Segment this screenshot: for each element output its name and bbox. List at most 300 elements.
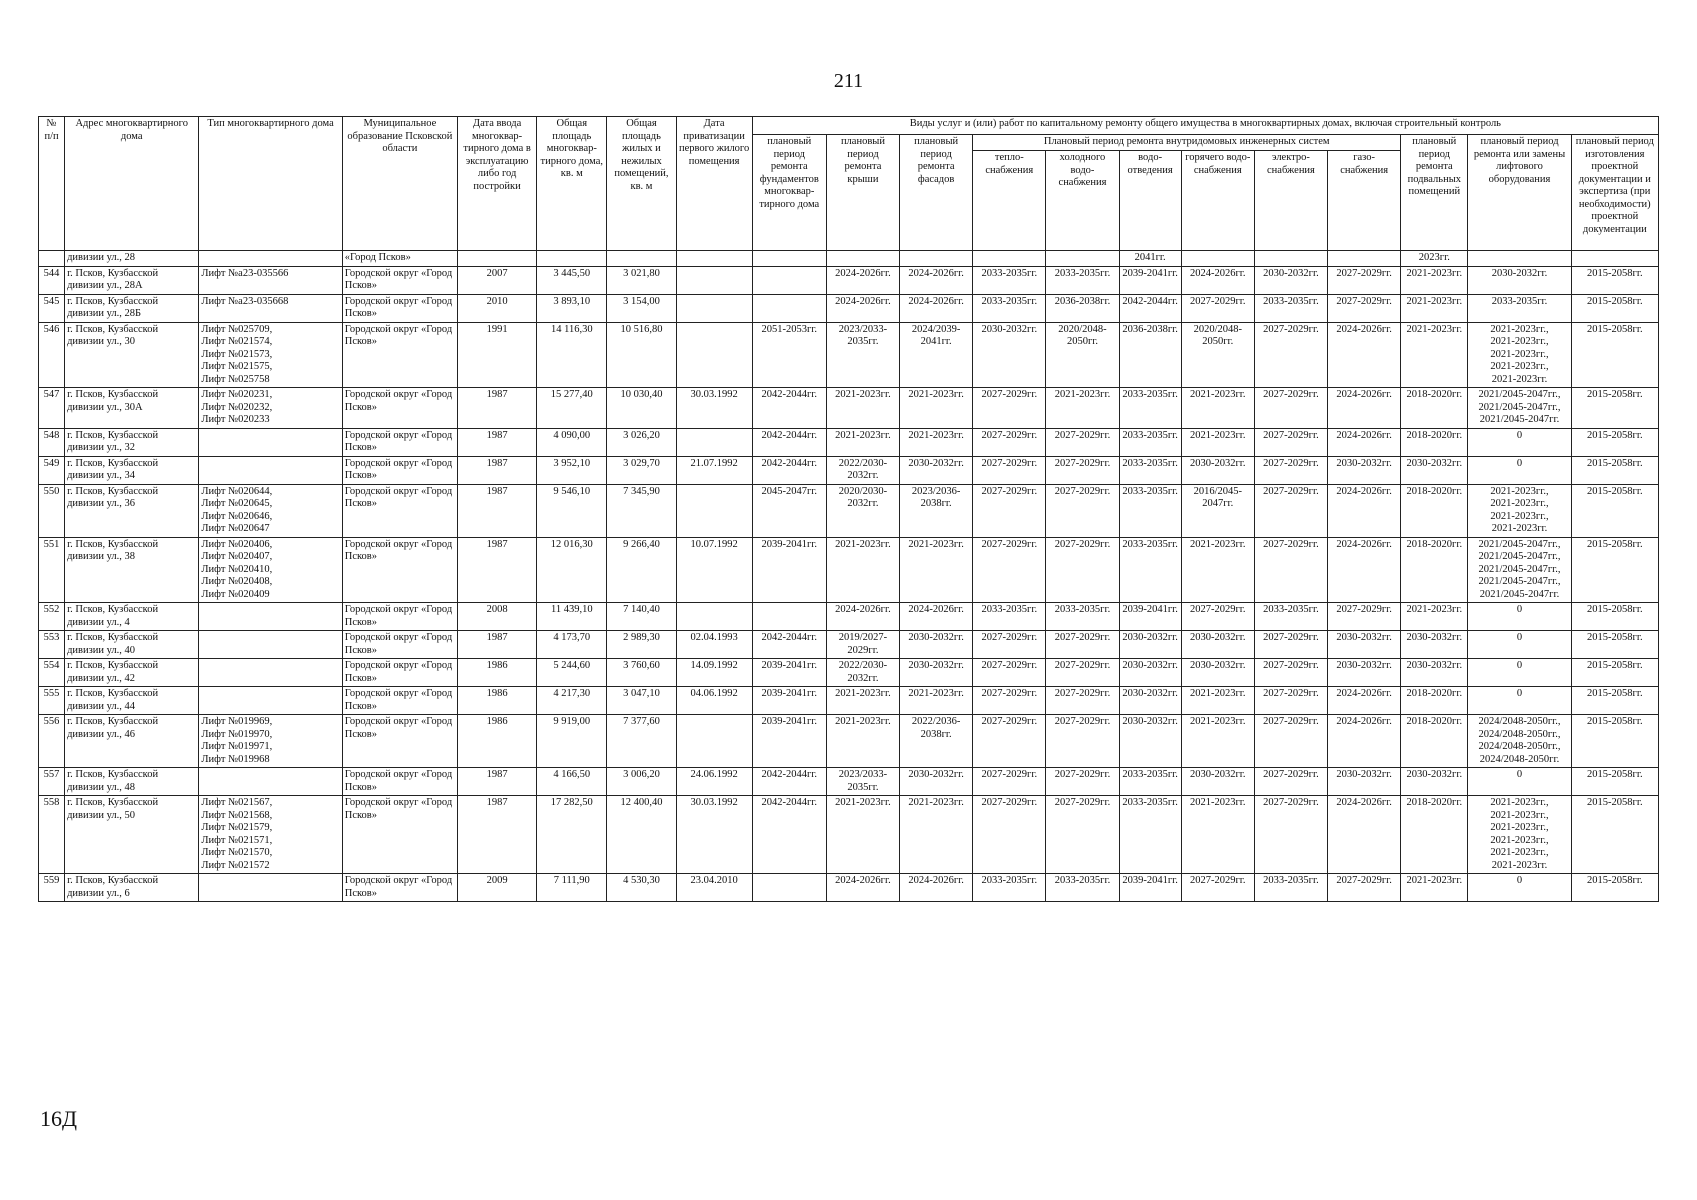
table-row xyxy=(39,659,1659,687)
cell-cold-water: 2027-2029гг. xyxy=(1046,631,1119,659)
cell-facade: 2021-2023гг. xyxy=(900,388,973,429)
cell-cold-water: 2027-2029гг. xyxy=(1046,768,1119,796)
cell-basement: 2018-2020гг. xyxy=(1401,537,1468,603)
cell-gas: 2030-2032гг. xyxy=(1328,659,1401,687)
cell-electric: 2027-2029гг. xyxy=(1254,428,1327,456)
cell-hot-water: 2021-2023гг. xyxy=(1181,388,1254,429)
cell-drainage: 2033-2035гг. xyxy=(1119,428,1181,456)
cell-facade: 2021-2023гг. xyxy=(900,537,973,603)
cell-elevator: 2021/2045-2047гг., 2021/2045-2047гг., 2021/2045-2047гг., 2021/2045-2047гг., 2021/2045-2047гг. xyxy=(1468,537,1571,603)
cell-roof: 2021-2023гг. xyxy=(826,428,899,456)
cell-heat: 2030-2032гг. xyxy=(973,322,1046,388)
cell-basement: 2021-2023гг. xyxy=(1401,874,1468,902)
cell-hot-water: 2027-2029гг. xyxy=(1181,603,1254,631)
cell-electric: 2027-2029гг. xyxy=(1254,537,1327,603)
cell-drainage: 2033-2035гг. xyxy=(1119,796,1181,874)
cell-commission xyxy=(458,251,537,267)
cell-total-area: 11 439,10 xyxy=(537,603,607,631)
header-heat: тепло-снабжения xyxy=(973,151,1046,251)
cell-address: г. Псков, Кузбасской дивизии ул., 40 xyxy=(65,631,199,659)
cell-commission: 1987 xyxy=(458,768,537,796)
cell-commission: 1986 xyxy=(458,687,537,715)
cell-cold-water: 2020/2048-2050гг. xyxy=(1046,322,1119,388)
cell-elevator: 2024/2048-2050гг., 2024/2048-2050гг., 2024/2048-2050гг., 2024/2048-2050гг. xyxy=(1468,715,1571,768)
cell-drainage: 2042-2044гг. xyxy=(1119,294,1181,322)
cell-living-area: 10 516,80 xyxy=(607,322,676,388)
cell-basement: 2018-2020гг. xyxy=(1401,687,1468,715)
cell-foundation: 2042-2044гг. xyxy=(752,428,826,456)
cell-type: Лифт №а23-035566 xyxy=(199,266,342,294)
cell-municipality: Городской округ «Город Псков» xyxy=(342,687,457,715)
cell-gas: 2030-2032гг. xyxy=(1328,631,1401,659)
cell-elevator: 0 xyxy=(1468,456,1571,484)
cell-foundation xyxy=(752,294,826,322)
cell-basement: 2021-2023гг. xyxy=(1401,294,1468,322)
cell-num: 544 xyxy=(39,266,65,294)
cell-municipality: Городской округ «Город Псков» xyxy=(342,322,457,388)
cell-num: 559 xyxy=(39,874,65,902)
cell-elevator: 2033-2035гг. xyxy=(1468,294,1571,322)
cell-cold-water: 2027-2029гг. xyxy=(1046,428,1119,456)
cell-cold-water: 2027-2029гг. xyxy=(1046,456,1119,484)
cell-address: г. Псков, Кузбасской дивизии ул., 4 xyxy=(65,603,199,631)
cell-total-area: 12 016,30 xyxy=(537,537,607,603)
cell-cold-water: 2021-2023гг. xyxy=(1046,388,1119,429)
cell-electric: 2033-2035гг. xyxy=(1254,294,1327,322)
cell-foundation: 2039-2041гг. xyxy=(752,687,826,715)
cell-heat: 2027-2029гг. xyxy=(973,796,1046,874)
cell-municipality: Городской округ «Город Псков» xyxy=(342,388,457,429)
cell-design: 2015-2058гг. xyxy=(1571,484,1658,537)
cell-facade: 2030-2032гг. xyxy=(900,456,973,484)
cell-cold-water: 2033-2035гг. xyxy=(1046,266,1119,294)
cell-privatization: 30.03.1992 xyxy=(676,388,752,429)
cell-privatization: 24.06.1992 xyxy=(676,768,752,796)
cell-basement: 2018-2020гг. xyxy=(1401,428,1468,456)
cell-drainage: 2030-2032гг. xyxy=(1119,715,1181,768)
cell-privatization: 21.07.1992 xyxy=(676,456,752,484)
capital-repair-table xyxy=(38,116,1659,902)
cell-drainage: 2033-2035гг. xyxy=(1119,456,1181,484)
cell-type xyxy=(199,603,342,631)
table-row xyxy=(39,715,1659,768)
cell-total-area: 4 173,70 xyxy=(537,631,607,659)
cell-roof: 2021-2023гг. xyxy=(826,796,899,874)
cell-design: 2015-2058гг. xyxy=(1571,715,1658,768)
cell-hot-water: 2030-2032гг. xyxy=(1181,456,1254,484)
cell-gas: 2027-2029гг. xyxy=(1328,874,1401,902)
cell-electric: 2027-2029гг. xyxy=(1254,768,1327,796)
cell-gas: 2027-2029гг. xyxy=(1328,603,1401,631)
cell-municipality: Городской округ «Город Псков» xyxy=(342,456,457,484)
cell-num: 546 xyxy=(39,322,65,388)
cell-basement: 2030-2032гг. xyxy=(1401,631,1468,659)
cell-basement: 2018-2020гг. xyxy=(1401,388,1468,429)
cell-living-area: 9 266,40 xyxy=(607,537,676,603)
cell-hot-water: 2024-2026гг. xyxy=(1181,266,1254,294)
cell-commission: 1991 xyxy=(458,322,537,388)
cell-basement: 2018-2020гг. xyxy=(1401,484,1468,537)
cell-gas: 2024-2026гг. xyxy=(1328,484,1401,537)
cell-total-area: 15 277,40 xyxy=(537,388,607,429)
cell-address: дивизии ул., 28 xyxy=(65,251,199,267)
cell-commission: 2007 xyxy=(458,266,537,294)
cell-num: 545 xyxy=(39,294,65,322)
cell-hot-water: 2030-2032гг. xyxy=(1181,768,1254,796)
cell-design: 2015-2058гг. xyxy=(1571,796,1658,874)
cell-num: 556 xyxy=(39,715,65,768)
cell-hot-water: 2021-2023гг. xyxy=(1181,428,1254,456)
footer-code: 16Д xyxy=(40,1106,78,1131)
cell-address: г. Псков, Кузбасской дивизии ул., 50 xyxy=(65,796,199,874)
table-row xyxy=(39,388,1659,429)
table-header xyxy=(39,117,1659,251)
cell-basement: 2018-2020гг. xyxy=(1401,796,1468,874)
cell-heat xyxy=(973,251,1046,267)
cell-drainage: 2033-2035гг. xyxy=(1119,768,1181,796)
table-row xyxy=(39,874,1659,902)
cell-electric: 2027-2029гг. xyxy=(1254,715,1327,768)
cell-facade: 2024-2026гг. xyxy=(900,266,973,294)
cell-cold-water xyxy=(1046,251,1119,267)
cell-gas: 2024-2026гг. xyxy=(1328,537,1401,603)
cell-num xyxy=(39,251,65,267)
cell-design xyxy=(1571,251,1658,267)
cell-total-area: 17 282,50 xyxy=(537,796,607,874)
cell-roof: 2020/2030-2032гг. xyxy=(826,484,899,537)
cell-facade: 2024/2039-2041гг. xyxy=(900,322,973,388)
cell-foundation xyxy=(752,874,826,902)
cell-type xyxy=(199,768,342,796)
table-row-continued xyxy=(39,251,1659,267)
cell-commission: 2009 xyxy=(458,874,537,902)
cell-roof: 2024-2026гг. xyxy=(826,266,899,294)
cell-total-area: 4 166,50 xyxy=(537,768,607,796)
cell-facade: 2023/2036-2038гг. xyxy=(900,484,973,537)
cell-gas xyxy=(1328,251,1401,267)
cell-num: 547 xyxy=(39,388,65,429)
cell-electric: 2033-2035гг. xyxy=(1254,874,1327,902)
cell-roof: 2022/2030-2032гг. xyxy=(826,659,899,687)
cell-gas: 2024-2026гг. xyxy=(1328,687,1401,715)
cell-elevator: 2021/2045-2047гг., 2021/2045-2047гг., 2021/2045-2047гг. xyxy=(1468,388,1571,429)
cell-roof: 2024-2026гг. xyxy=(826,603,899,631)
cell-type: Лифт №019969, Лифт №019970, Лифт №019971, Лифт №019968 xyxy=(199,715,342,768)
cell-type xyxy=(199,659,342,687)
cell-foundation: 2039-2041гг. xyxy=(752,537,826,603)
cell-living-area: 7 345,90 xyxy=(607,484,676,537)
cell-electric: 2027-2029гг. xyxy=(1254,388,1327,429)
cell-commission: 1987 xyxy=(458,456,537,484)
cell-electric: 2027-2029гг. xyxy=(1254,322,1327,388)
cell-num: 558 xyxy=(39,796,65,874)
header-privatization-date: Дата приватизации первого жилого помещения xyxy=(676,117,752,251)
cell-municipality: Городской округ «Город Псков» xyxy=(342,484,457,537)
cell-design: 2015-2058гг. xyxy=(1571,388,1658,429)
cell-facade: 2021-2023гг. xyxy=(900,428,973,456)
cell-gas: 2030-2032гг. xyxy=(1328,456,1401,484)
cell-basement: 2021-2023гг. xyxy=(1401,603,1468,631)
cell-commission: 2010 xyxy=(458,294,537,322)
cell-facade: 2022/2036-2038гг. xyxy=(900,715,973,768)
cell-facade: 2030-2032гг. xyxy=(900,768,973,796)
cell-type: Лифт №020406, Лифт №020407, Лифт №020410, Лифт №020408, Лифт №020409 xyxy=(199,537,342,603)
header-municipality: Муниципальное образование Псковской области xyxy=(342,117,457,251)
cell-basement: 2030-2032гг. xyxy=(1401,768,1468,796)
cell-cold-water: 2027-2029гг. xyxy=(1046,484,1119,537)
cell-address: г. Псков, Кузбасской дивизии ул., 46 xyxy=(65,715,199,768)
cell-elevator: 0 xyxy=(1468,631,1571,659)
header-address: Адрес многоквартирного дома xyxy=(65,117,199,251)
cell-facade: 2024-2026гг. xyxy=(900,294,973,322)
cell-privatization: 04.06.1992 xyxy=(676,687,752,715)
cell-cold-water: 2027-2029гг. xyxy=(1046,537,1119,603)
cell-municipality: Городской округ «Город Псков» xyxy=(342,659,457,687)
cell-municipality: Городской округ «Город Псков» xyxy=(342,266,457,294)
cell-num: 551 xyxy=(39,537,65,603)
cell-gas: 2024-2026гг. xyxy=(1328,796,1401,874)
cell-electric: 2027-2029гг. xyxy=(1254,796,1327,874)
cell-foundation: 2042-2044гг. xyxy=(752,796,826,874)
cell-hot-water: 2016/2045-2047гг. xyxy=(1181,484,1254,537)
table-row xyxy=(39,266,1659,294)
cell-cold-water: 2027-2029гг. xyxy=(1046,715,1119,768)
cell-foundation: 2039-2041гг. xyxy=(752,659,826,687)
cell-heat: 2027-2029гг. xyxy=(973,484,1046,537)
header-electric: электро-снабжения xyxy=(1254,151,1327,251)
cell-municipality: Городской округ «Город Псков» xyxy=(342,631,457,659)
cell-electric: 2027-2029гг. xyxy=(1254,631,1327,659)
cell-gas: 2027-2029гг. xyxy=(1328,266,1401,294)
cell-electric: 2027-2029гг. xyxy=(1254,687,1327,715)
cell-hot-water: 2021-2023гг. xyxy=(1181,715,1254,768)
cell-gas: 2027-2029гг. xyxy=(1328,294,1401,322)
cell-total-area: 9 546,10 xyxy=(537,484,607,537)
cell-design: 2015-2058гг. xyxy=(1571,294,1658,322)
cell-cold-water: 2033-2035гг. xyxy=(1046,874,1119,902)
cell-living-area: 3 760,60 xyxy=(607,659,676,687)
cell-type: Лифт №а23-035668 xyxy=(199,294,342,322)
header-design-docs: плановый период изготовления проектной документации и экспертиза (при необходимости) проектной документации xyxy=(1571,135,1658,251)
table-row xyxy=(39,768,1659,796)
cell-living-area: 10 030,40 xyxy=(607,388,676,429)
cell-foundation xyxy=(752,603,826,631)
cell-total-area: 3 952,10 xyxy=(537,456,607,484)
cell-drainage: 2033-2035гг. xyxy=(1119,388,1181,429)
cell-municipality: Городской округ «Город Псков» xyxy=(342,603,457,631)
cell-living-area: 12 400,40 xyxy=(607,796,676,874)
cell-basement: 2023гг. xyxy=(1401,251,1468,267)
cell-foundation: 2042-2044гг. xyxy=(752,456,826,484)
cell-privatization xyxy=(676,266,752,294)
cell-elevator: 2021-2023гг., 2021-2023гг., 2021-2023гг., 2021-2023гг., 2021-2023гг. xyxy=(1468,322,1571,388)
cell-drainage: 2033-2035гг. xyxy=(1119,537,1181,603)
table-row xyxy=(39,428,1659,456)
header-total-area: Общая площадь многоквар-тирного дома, кв. м xyxy=(537,117,607,251)
cell-municipality: Городской округ «Город Псков» xyxy=(342,874,457,902)
cell-drainage: 2039-2041гг. xyxy=(1119,603,1181,631)
cell-facade: 2021-2023гг. xyxy=(900,687,973,715)
cell-living-area: 7 140,40 xyxy=(607,603,676,631)
table-row xyxy=(39,537,1659,603)
cell-facade: 2030-2032гг. xyxy=(900,659,973,687)
cell-total-area xyxy=(537,251,607,267)
cell-design: 2015-2058гг. xyxy=(1571,322,1658,388)
header-num: № п/п xyxy=(39,117,65,251)
cell-drainage: 2036-2038гг. xyxy=(1119,322,1181,388)
cell-type: Лифт №020644, Лифт №020645, Лифт №020646, Лифт №020647 xyxy=(199,484,342,537)
cell-type xyxy=(199,874,342,902)
cell-commission: 1987 xyxy=(458,796,537,874)
cell-cold-water: 2027-2029гг. xyxy=(1046,687,1119,715)
cell-electric: 2030-2032гг. xyxy=(1254,266,1327,294)
table-row xyxy=(39,456,1659,484)
table-row xyxy=(39,603,1659,631)
cell-heat: 2027-2029гг. xyxy=(973,456,1046,484)
page-number: 211 xyxy=(833,70,864,92)
cell-electric: 2027-2029гг. xyxy=(1254,484,1327,537)
cell-municipality: Городской округ «Город Псков» xyxy=(342,768,457,796)
header-gas: газо-снабжения xyxy=(1328,151,1401,251)
cell-basement: 2018-2020гг. xyxy=(1401,715,1468,768)
cell-privatization xyxy=(676,322,752,388)
cell-address: г. Псков, Кузбасской дивизии ул., 36 xyxy=(65,484,199,537)
cell-address: г. Псков, Кузбасской дивизии ул., 42 xyxy=(65,659,199,687)
header-living-area: Общая площадь жилых и нежилых помещений, кв. м xyxy=(607,117,676,251)
cell-hot-water: 2020/2048-2050гг. xyxy=(1181,322,1254,388)
cell-roof: 2023/2033-2035гг. xyxy=(826,768,899,796)
cell-cold-water: 2027-2029гг. xyxy=(1046,659,1119,687)
table-row xyxy=(39,631,1659,659)
cell-facade: 2021-2023гг. xyxy=(900,796,973,874)
cell-drainage: 2030-2032гг. xyxy=(1119,631,1181,659)
cell-total-area: 9 919,00 xyxy=(537,715,607,768)
cell-heat: 2033-2035гг. xyxy=(973,294,1046,322)
table-row xyxy=(39,796,1659,874)
cell-facade: 2030-2032гг. xyxy=(900,631,973,659)
cell-roof: 2023/2033-2035гг. xyxy=(826,322,899,388)
cell-elevator: 0 xyxy=(1468,874,1571,902)
cell-type xyxy=(199,631,342,659)
table-row xyxy=(39,294,1659,322)
cell-design: 2015-2058гг. xyxy=(1571,603,1658,631)
cell-elevator xyxy=(1468,251,1571,267)
cell-drainage: 2030-2032гг. xyxy=(1119,659,1181,687)
cell-heat: 2027-2029гг. xyxy=(973,768,1046,796)
cell-roof: 2022/2030-2032гг. xyxy=(826,456,899,484)
cell-foundation: 2042-2044гг. xyxy=(752,768,826,796)
cell-num: 550 xyxy=(39,484,65,537)
cell-type xyxy=(199,428,342,456)
cell-commission: 1987 xyxy=(458,428,537,456)
cell-total-area: 4 217,30 xyxy=(537,687,607,715)
header-elevator: плановый период ремонта или замены лифтового оборудования xyxy=(1468,135,1571,251)
cell-basement: 2021-2023гг. xyxy=(1401,322,1468,388)
cell-drainage: 2030-2032гг. xyxy=(1119,687,1181,715)
cell-num: 555 xyxy=(39,687,65,715)
cell-address: г. Псков, Кузбасской дивизии ул., 34 xyxy=(65,456,199,484)
cell-heat: 2027-2029гг. xyxy=(973,428,1046,456)
cell-electric: 2033-2035гг. xyxy=(1254,603,1327,631)
cell-type xyxy=(199,687,342,715)
cell-hot-water: 2021-2023гг. xyxy=(1181,687,1254,715)
cell-address: г. Псков, Кузбасской дивизии ул., 48 xyxy=(65,768,199,796)
cell-cold-water: 2033-2035гг. xyxy=(1046,603,1119,631)
cell-cold-water: 2027-2029гг. xyxy=(1046,796,1119,874)
cell-num: 553 xyxy=(39,631,65,659)
cell-roof: 2019/2027-2029гг. xyxy=(826,631,899,659)
cell-commission: 1986 xyxy=(458,715,537,768)
cell-num: 557 xyxy=(39,768,65,796)
table-row xyxy=(39,484,1659,537)
cell-municipality: Городской округ «Город Псков» xyxy=(342,715,457,768)
cell-privatization xyxy=(676,603,752,631)
cell-gas: 2030-2032гг. xyxy=(1328,768,1401,796)
cell-total-area: 14 116,30 xyxy=(537,322,607,388)
cell-privatization xyxy=(676,294,752,322)
cell-total-area: 3 445,50 xyxy=(537,266,607,294)
cell-municipality: Городской округ «Город Псков» xyxy=(342,537,457,603)
cell-foundation: 2051-2053гг. xyxy=(752,322,826,388)
cell-commission: 1987 xyxy=(458,631,537,659)
cell-electric: 2027-2029гг. xyxy=(1254,456,1327,484)
cell-type: Лифт №025709, Лифт №021574, Лифт №021573, Лифт №021575, Лифт №025758 xyxy=(199,322,342,388)
header-hot-water: горячего водо-снабжения xyxy=(1181,151,1254,251)
cell-roof: 2021-2023гг. xyxy=(826,715,899,768)
cell-heat: 2027-2029гг. xyxy=(973,631,1046,659)
cell-hot-water: 2027-2029гг. xyxy=(1181,874,1254,902)
cell-address: г. Псков, Кузбасской дивизии ул., 30А xyxy=(65,388,199,429)
cell-foundation: 2045-2047гг. xyxy=(752,484,826,537)
cell-commission: 2008 xyxy=(458,603,537,631)
cell-facade: 2024-2026гг. xyxy=(900,874,973,902)
cell-design: 2015-2058гг. xyxy=(1571,428,1658,456)
cell-address: г. Псков, Кузбасской дивизии ул., 30 xyxy=(65,322,199,388)
cell-roof: 2024-2026гг. xyxy=(826,294,899,322)
cell-basement: 2030-2032гг. xyxy=(1401,659,1468,687)
cell-roof: 2021-2023гг. xyxy=(826,687,899,715)
cell-elevator: 0 xyxy=(1468,687,1571,715)
cell-heat: 2027-2029гг. xyxy=(973,687,1046,715)
cell-living-area: 3 154,00 xyxy=(607,294,676,322)
cell-total-area: 5 244,60 xyxy=(537,659,607,687)
cell-elevator: 2030-2032гг. xyxy=(1468,266,1571,294)
cell-total-area: 3 893,10 xyxy=(537,294,607,322)
cell-elevator: 2021-2023гг., 2021-2023гг., 2021-2023гг., 2021-2023гг., 2021-2023гг., 2021-2023гг. xyxy=(1468,796,1571,874)
cell-facade: 2024-2026гг. xyxy=(900,603,973,631)
cell-total-area: 7 111,90 xyxy=(537,874,607,902)
cell-address: г. Псков, Кузбасской дивизии ул., 28Б xyxy=(65,294,199,322)
cell-living-area: 3 006,20 xyxy=(607,768,676,796)
cell-privatization: 30.03.1992 xyxy=(676,796,752,874)
cell-foundation xyxy=(752,266,826,294)
header-roof: плановый период ремонта крыши xyxy=(826,135,899,251)
cell-privatization xyxy=(676,484,752,537)
header-works-group: Виды услуг и (или) работ по капитальному ремонту общего имущества в многоквартирных домах, включая строительный контроль xyxy=(752,117,1658,135)
cell-drainage: 2039-2041гг. xyxy=(1119,266,1181,294)
header-facade: плановый период ремонта фасадов xyxy=(900,135,973,251)
header-systems-group: Плановый период ремонта внутридомовых инженерных систем xyxy=(973,135,1401,151)
cell-living-area: 3 026,20 xyxy=(607,428,676,456)
cell-num: 554 xyxy=(39,659,65,687)
cell-foundation: 2039-2041гг. xyxy=(752,715,826,768)
cell-num: 549 xyxy=(39,456,65,484)
cell-hot-water: 2021-2023гг. xyxy=(1181,537,1254,603)
cell-heat: 2027-2029гг. xyxy=(973,715,1046,768)
cell-privatization: 23.04.2010 xyxy=(676,874,752,902)
cell-gas: 2024-2026гг. xyxy=(1328,715,1401,768)
header-basement: плановый период ремонта подвальных помещений xyxy=(1401,135,1468,251)
